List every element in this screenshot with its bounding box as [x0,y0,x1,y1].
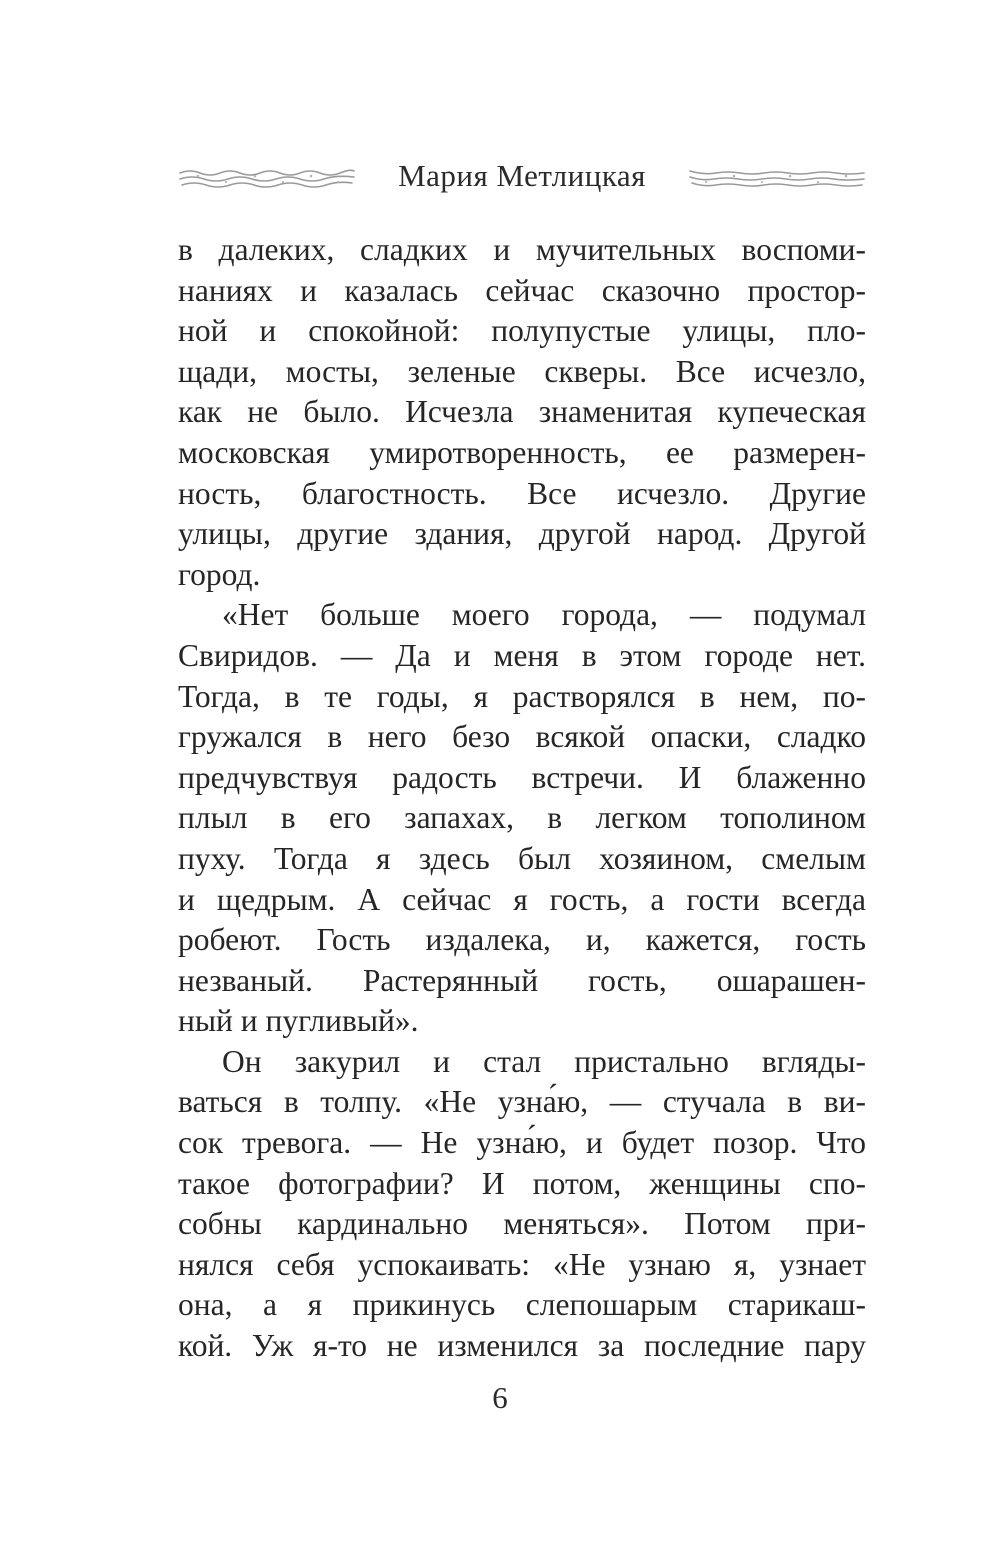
text-line: ваться в толпу. «Не узна́ю, — стучала в ви- [178,1084,866,1120]
body-text [178,230,866,1367]
page-number: 6 [492,1380,508,1415]
text-line: пуху. Тогда я здесь был хозяином, смелым [178,840,866,876]
text-line: ный и пугливый». [178,1003,419,1039]
running-head-author: Мария Метлицкая [398,158,646,193]
text-line: ной и спокойной: полупустые улицы, пло- [178,313,866,349]
text-line: улицы, другие здания, другой народ. Другой [178,516,866,552]
text-line: она, а я прикинусь слепошарым старикаш- [178,1287,866,1323]
text-line: ность, благостность. Все исчезло. Другие [178,475,866,511]
text-line: гружался в него безо всякой опаски, сладко [178,719,866,755]
text-line: плыл в его запахах, в легком тополином [178,800,866,836]
text-line: кой. Уж я-то не изменился за последние пару [178,1328,866,1364]
text-line: такое фотографии? И потом, женщины спо- [178,1165,866,1201]
text-line: незваный. Растерянный гость, ошарашен- [178,962,866,998]
text-line: сок тревога. — Не узна́ю, и будет позор. Что [178,1125,866,1161]
text-line: город. [178,556,261,592]
text-line: предчувствуя радость встречи. И блаженно [178,759,866,795]
right-ornament-icon [688,164,866,192]
text-line: Свиридов. — Да и меня в этом городе нет. [178,637,866,673]
text-line: московская умиротворенность, ее размерен- [178,434,866,470]
text-line: Тогда, в те годы, я растворялся в нем, по- [178,678,866,714]
text-line: щади, мосты, зеленые скверы. Все исчезло, [178,353,866,389]
text-line: как не было. Исчезла знаменитая купеческая [178,394,866,430]
text-line: «Нет больше моего города, — подумал [222,597,866,633]
text-line: наниях и казалась сейчас сказочно простор- [178,272,866,308]
text-line: нялся себя успокаивать: «Не узнаю я, узнает [178,1246,866,1282]
text-line: Он закурил и стал пристально вгляды- [222,1043,866,1079]
text-line: собны кардинально меняться». Потом при- [178,1206,866,1242]
text-line: в далеких, сладких и мучительных воспоми- [178,232,866,267]
text-line: робеют. Гость издалека, и, кажется, гость [178,922,866,958]
running-head [178,150,866,206]
text-line: и щедрым. А сейчас я гость, а гости всегда [178,881,866,917]
